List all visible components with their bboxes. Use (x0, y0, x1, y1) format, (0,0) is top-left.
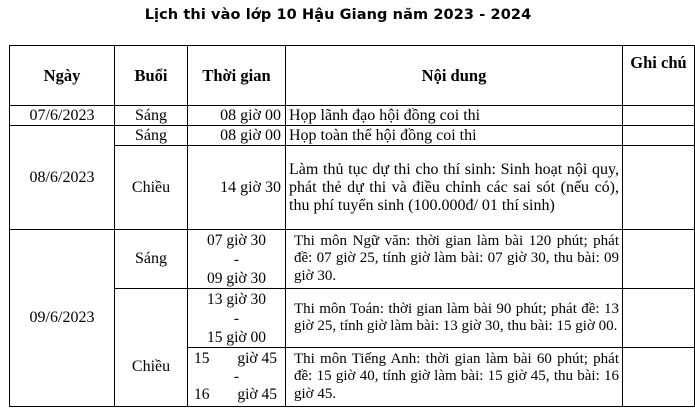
time-end: 09 giờ 30 (206, 269, 266, 287)
header-ghi-chu: Ghi chú (623, 46, 695, 106)
content-cell: Họp toàn thể hội đồng coi thi (286, 126, 623, 146)
time-range-cell (188, 348, 286, 407)
time-cell: 14 giờ 30 (188, 146, 286, 230)
session-cell: Chiều (115, 146, 188, 230)
session-cell: Sáng (115, 230, 188, 289)
time-end: 15 giờ 00 (206, 328, 266, 346)
table-row (10, 126, 695, 146)
content-cell: Thi môn Tiếng Anh: thời gian làm bài 60 phút; phát đề: 15 giờ 40, tính giờ làm bài: 15 giờ 45, thu bài: 16 giờ 45. (286, 348, 623, 407)
time-start (188, 348, 285, 370)
date-cell: 09/6/2023 (10, 230, 115, 407)
time-range-cell (188, 230, 286, 289)
schedule-table (9, 45, 695, 407)
header-ngay: Ngày (10, 46, 115, 106)
time-start: 13 giờ 30 (206, 290, 266, 308)
time-start: 07 giờ 30 (206, 231, 266, 249)
header-buoi: Buổi (115, 46, 188, 106)
time-cell: 08 giờ 00 (188, 126, 286, 146)
time-end-hour: 16 (194, 386, 210, 403)
content-cell: Thi môn Toán: thời gian làm bài 90 phút; phát đề: 13 giờ 25, tính giờ làm bài: 13 giờ 30, thu bài: 15 giờ 00. (286, 289, 623, 348)
note-cell (623, 126, 695, 146)
time-range-cell (188, 289, 286, 348)
note-cell (623, 348, 695, 407)
header-noi-dung: Nội dung (286, 46, 623, 106)
date-cell: 08/6/2023 (10, 126, 115, 230)
time-dash: - (233, 368, 240, 385)
note-cell (623, 230, 695, 289)
time-dash: - (233, 250, 240, 268)
session-cell: Sáng (115, 106, 188, 126)
table-row (10, 230, 695, 289)
note-cell (623, 106, 695, 126)
content-cell: Làm thủ tục dự thi cho thí sinh: Sinh hoạt nội quy, phát thẻ dự thi và điều chỉnh các sai sót (nếu có), thu phí tuyển sinh (100.000đ/ 01 thí sinh) (286, 146, 623, 230)
session-cell: Chiều (115, 289, 188, 407)
header-thoi-gian: Thời gian (188, 46, 286, 106)
content-cell: Họp lãnh đạo hội đồng coi thi (286, 106, 623, 126)
time-start-hour: 15 (194, 350, 210, 367)
page-title: Lịch thi vào lớp 10 Hậu Giang năm 2023 - 2024 (144, 7, 532, 23)
session-cell: Sáng (115, 126, 188, 146)
note-cell (623, 146, 695, 230)
time-start-minute: giờ 45 (237, 350, 277, 367)
table-row (10, 106, 695, 126)
table-header-row (10, 46, 695, 106)
time-end (188, 384, 285, 406)
time-end-minute: giờ 45 (237, 386, 277, 403)
time-cell: 08 giờ 00 (188, 106, 286, 126)
time-dash: - (233, 309, 240, 327)
content-cell: Thi môn Ngữ văn: thời gian làm bài 120 phút; phát đề: 07 giờ 25, tính giờ làm bài: 07 giờ 30, thu bài: 09 giờ 30. (286, 230, 623, 289)
note-cell (623, 289, 695, 348)
date-cell: 07/6/2023 (10, 106, 115, 126)
